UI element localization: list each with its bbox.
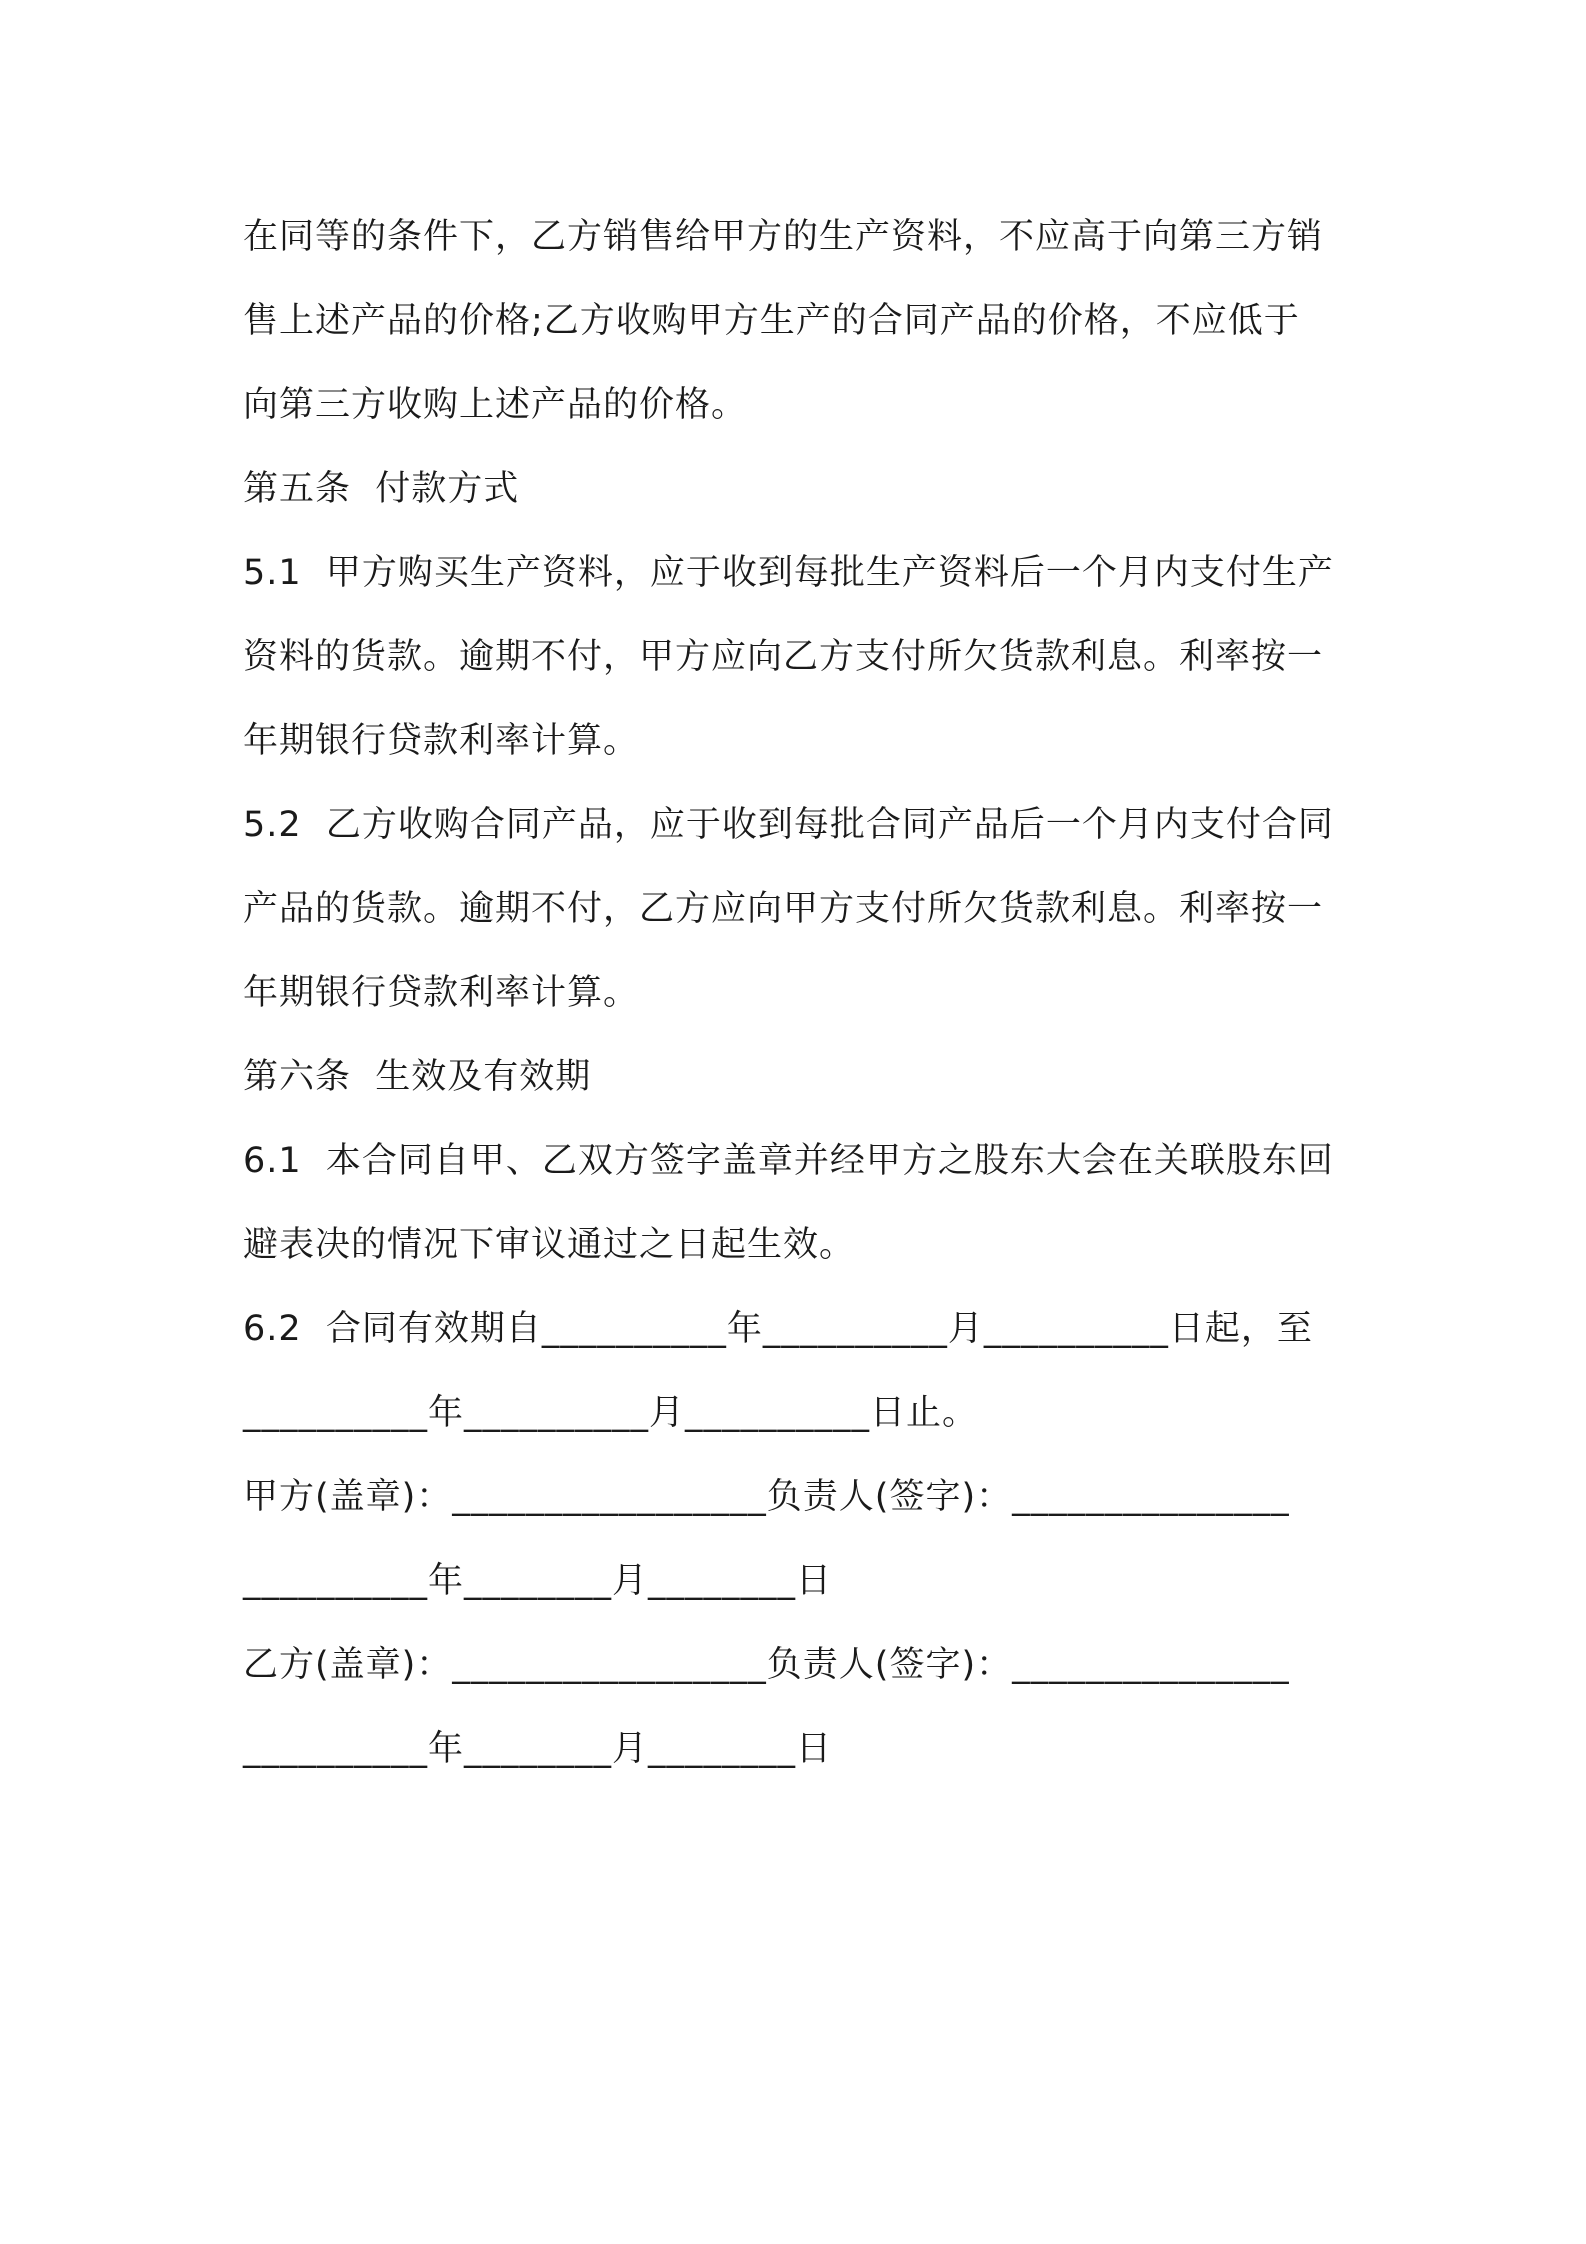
line-text: __________年________月________日 <box>243 1729 833 1769</box>
party-a-signature-line <box>243 1455 1363 1539</box>
line-text: 年期银行贷款利率计算。 <box>243 973 640 1013</box>
text-line <box>243 195 1363 279</box>
text-line <box>243 867 1363 951</box>
validity-period-line <box>243 1287 1363 1371</box>
text-line <box>243 1203 1363 1287</box>
line-text: __________年__________月__________日止。 <box>243 1393 979 1433</box>
party-b-date-line <box>243 1707 1363 1791</box>
line-text: 乙方(盖章)：_________________负责人(签字)：_______________ <box>243 1645 1290 1685</box>
line-text: __________年________月________日 <box>243 1561 833 1601</box>
text-line <box>243 783 1363 867</box>
text-line <box>243 951 1363 1035</box>
text-line <box>243 1119 1363 1203</box>
text-line <box>243 531 1363 615</box>
line-text: 资料的货款。逾期不付，甲方应向乙方支付所欠货款利息。利率按一 <box>243 637 1324 677</box>
contract-page <box>243 195 1363 1791</box>
line-text: 年期银行贷款利率计算。 <box>243 721 640 761</box>
line-text: 5.2 乙方收购合同产品，应于收到每批合同产品后一个月内支付合同 <box>243 805 1334 845</box>
line-text: 甲方(盖章)：_________________负责人(签字)：_______________ <box>243 1477 1290 1517</box>
line-text: 避表决的情况下审议通过之日起生效。 <box>243 1225 856 1265</box>
line-text: 售上述产品的价格;乙方收购甲方生产的合同产品的价格，不应低于 <box>243 301 1300 341</box>
party-b-signature-line <box>243 1623 1363 1707</box>
heading-text: 第六条 生效及有效期 <box>243 1057 592 1097</box>
line-text: 在同等的条件下，乙方销售给甲方的生产资料，不应高于向第三方销 <box>243 217 1324 257</box>
text-line <box>243 615 1363 699</box>
line-text: 5.1 甲方购买生产资料，应于收到每批生产资料后一个月内支付生产 <box>243 553 1334 593</box>
party-a-date-line <box>243 1539 1363 1623</box>
line-text: 6.2 合同有效期自__________年__________月__________日起，至 <box>243 1309 1313 1349</box>
article-5-heading <box>243 447 1363 531</box>
article-6-heading <box>243 1035 1363 1119</box>
line-text: 产品的货款。逾期不付，乙方应向甲方支付所欠货款利息。利率按一 <box>243 889 1324 929</box>
text-line <box>243 699 1363 783</box>
text-line <box>243 279 1363 363</box>
line-text: 6.1 本合同自甲、乙双方签字盖章并经甲方之股东大会在关联股东回 <box>243 1141 1334 1181</box>
validity-period-line <box>243 1371 1363 1455</box>
heading-text: 第五条 付款方式 <box>243 469 520 509</box>
text-line <box>243 363 1363 447</box>
line-text: 向第三方收购上述产品的价格。 <box>243 385 748 425</box>
